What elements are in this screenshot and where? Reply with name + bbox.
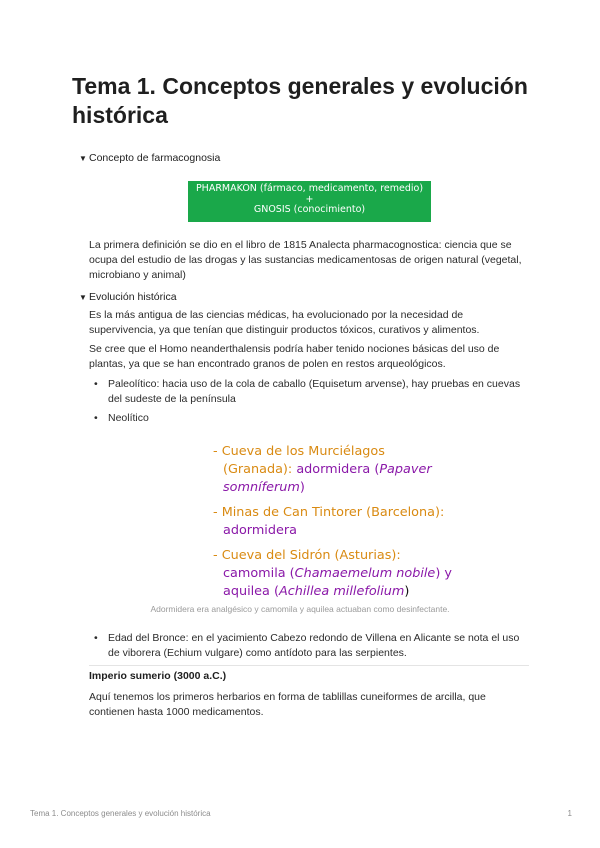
- divider: [89, 665, 529, 666]
- paragraph-definition: La primera definición se dio en el libro de 1815 Analecta pharmacognostica: ciencia que se ocupa del estudio de las drogas y las sustancias medicamentosas de origen natural (vegetal, microbiano y animal): [89, 239, 522, 281]
- hand-line: [223, 479, 305, 497]
- toggle-label: Evolución histórica: [89, 291, 177, 303]
- paragraph-neanderthal: Se cree que el Homo neanderthalensis podría haber tenido nociones básicas del uso de plantas, ya que se han encontrado granos de polen en restos arqueológicos.: [89, 343, 500, 370]
- hand-line: [213, 443, 385, 461]
- page-number: 1: [567, 809, 572, 818]
- hand-paren: (: [374, 462, 380, 477]
- page-title: Tema 1. Conceptos generales y evolución histórica: [72, 73, 528, 128]
- hand-line: [213, 504, 444, 522]
- triangle-down-icon[interactable]: ▼: [79, 293, 87, 302]
- hand-location: Minas de Can Tintorer (Barcelona):: [221, 505, 445, 520]
- etymology-line-1: PHARMAKON (fármaco, medicamento, remedio): [195, 183, 424, 194]
- hand-plant: camomila (: [223, 566, 295, 581]
- etymology-image: [188, 181, 431, 222]
- dash: -: [213, 505, 218, 520]
- section-heading: Imperio sumerio (3000 a.C.): [89, 670, 227, 682]
- hand-location: Cueva del Sidrón (Asturias):: [221, 548, 401, 563]
- paragraph-history: Es la más antigua de las ciencias médicas, ha evolucionado por la necesidad de supervivencia, ya que tenían que distinguir productos tóxicos, curativos y alimentos.: [89, 309, 480, 336]
- hand-paren: ): [299, 480, 305, 495]
- toggle-concepto-farmacognosia[interactable]: [79, 151, 220, 166]
- bullet-icon: •: [94, 412, 98, 424]
- dash: -: [213, 548, 218, 563]
- paragraph-sumer: Aquí tenemos los primeros herbarios en forma de tablillas cuneiformes de arcilla, que contienen hasta 1000 medicamentos.: [89, 691, 486, 718]
- hand-scientific-name: Achillea millefolium: [278, 584, 405, 599]
- hand-plant: aquilea (: [223, 584, 279, 599]
- bullet-icon: •: [94, 378, 98, 390]
- image-caption: Adormidera era analgésico y camomila y aquilea actuaban como desinfectante.: [150, 604, 450, 614]
- hand-location: (Granada):: [223, 462, 293, 477]
- list-item: [94, 377, 528, 407]
- bullet-icon: •: [94, 632, 98, 644]
- hand-line: [223, 461, 432, 479]
- hand-paren: ): [404, 584, 410, 599]
- hand-line: [223, 565, 452, 583]
- list-item: [94, 631, 528, 661]
- hand-location: Cueva de los Murciélagos: [221, 444, 385, 459]
- list-item-text: Paleolítico: hacia uso de la cola de caballo (Equisetum arvense), hay pruebas en cuevas del sudeste de la península: [108, 378, 521, 405]
- footer-title: Tema 1. Conceptos generales y evolución histórica: [30, 809, 211, 818]
- hand-plant: ) y: [435, 566, 452, 581]
- hand-scientific-name: Chamaemelum nobile: [294, 566, 436, 581]
- hand-line: [223, 583, 409, 601]
- etymology-plus: +: [305, 193, 314, 205]
- toggle-evolucion-historica[interactable]: [79, 290, 177, 305]
- list-item-text: Neolítico: [108, 412, 149, 424]
- toggle-label: Concepto de farmacognosia: [89, 152, 221, 164]
- list-item-text: Edad del Bronce: en el yacimiento Cabezo redondo de Villena en Alicante se nota el uso de viborera (Echium vulgare) como antídoto para las serpientes.: [108, 632, 520, 659]
- hand-line: [223, 522, 297, 540]
- list-item: [94, 411, 528, 426]
- hand-plant: adormidera: [223, 523, 297, 538]
- hand-scientific-name: somníferum: [223, 480, 300, 495]
- hand-plant: adormidera: [296, 462, 371, 477]
- etymology-line-2: GNOSIS (conocimiento): [253, 203, 366, 215]
- triangle-down-icon[interactable]: ▼: [79, 154, 87, 163]
- dash: -: [213, 444, 218, 459]
- hand-scientific-name: Papaver: [379, 462, 432, 477]
- hand-line: [213, 547, 401, 565]
